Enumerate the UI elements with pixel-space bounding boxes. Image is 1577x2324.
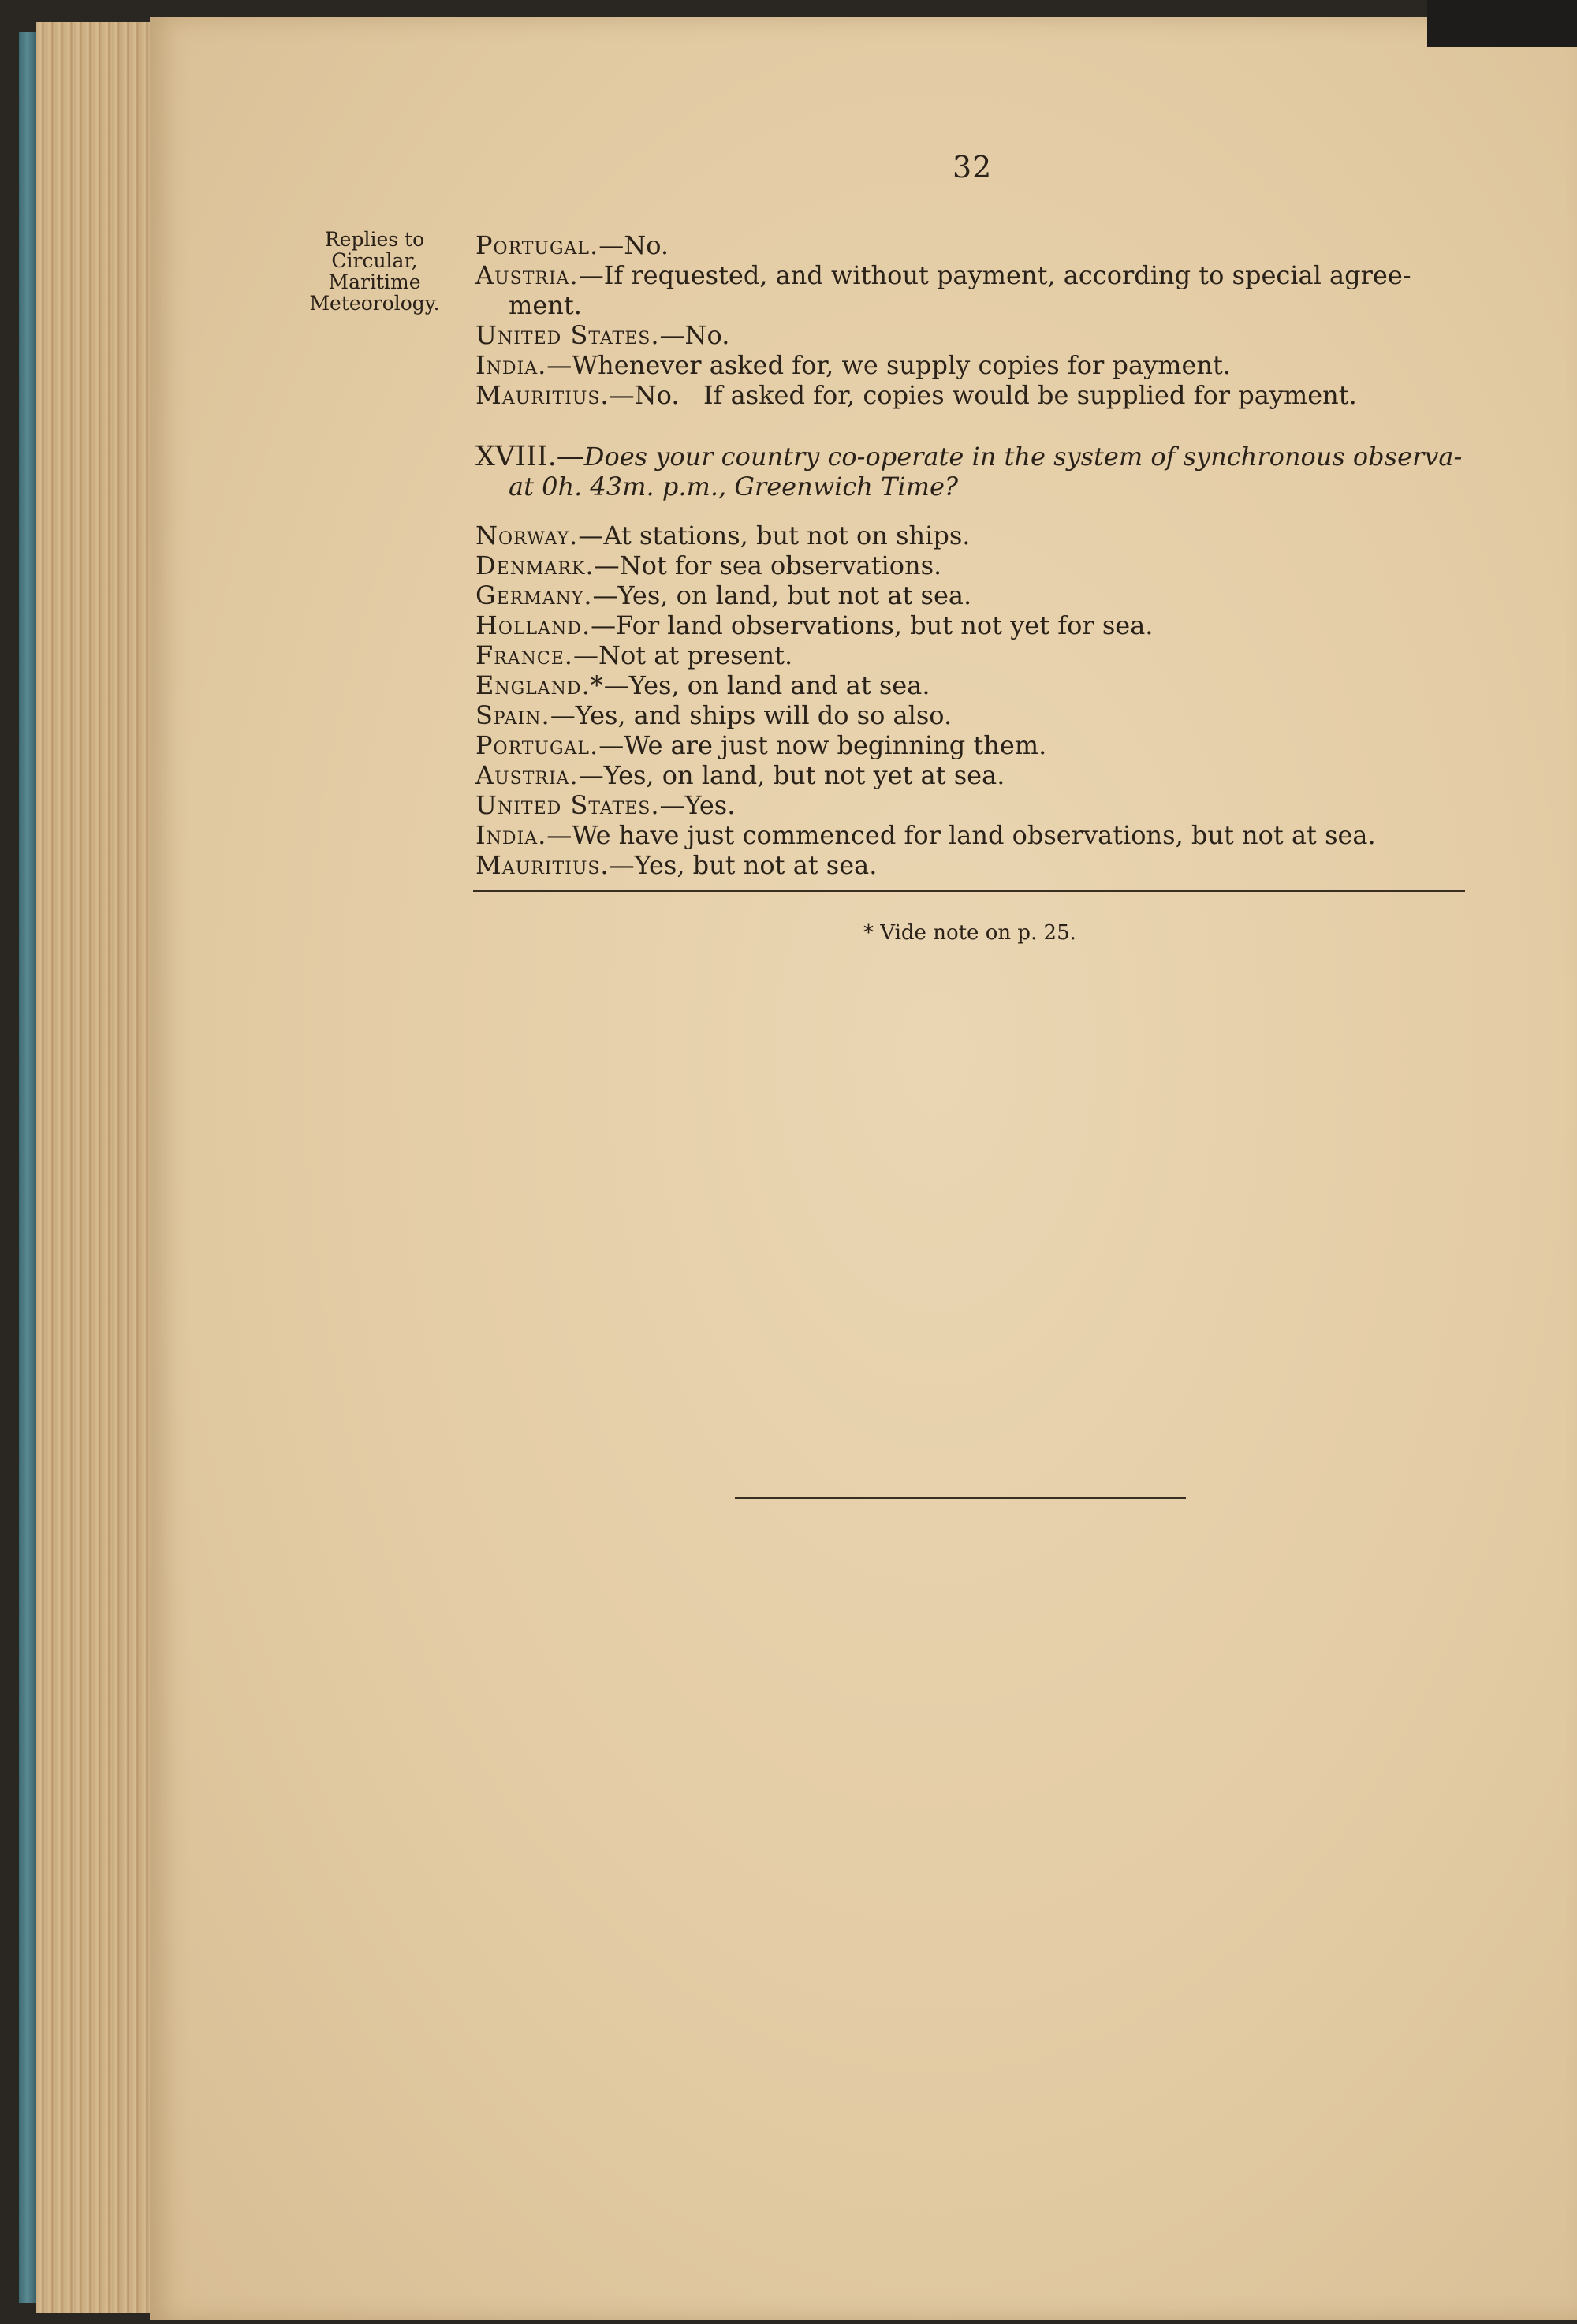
book-spine-edge (19, 32, 36, 2303)
answer-text: —If requested, and without payment, according to special agree- (578, 260, 1411, 290)
question-text-continuation: at 0h. 43m. p.m., Greenwich Time? (509, 472, 959, 502)
question-number: XVIII.— (475, 441, 584, 472)
answer-text: —No. (659, 320, 730, 350)
answer-line (475, 320, 1461, 350)
country-name: Portugal. (475, 230, 599, 260)
end-rule (735, 1497, 1186, 1499)
question-text: Does your country co-operate in the system of synchronous observa- (583, 442, 1463, 472)
country-name: Holland. (475, 610, 591, 640)
answer-line (475, 230, 1461, 260)
country-name: Germany. (475, 580, 593, 610)
answers-block-b (475, 520, 1461, 880)
page-number: 32 (953, 150, 993, 185)
country-name: Spain. (475, 700, 550, 730)
answer-line (475, 790, 1461, 820)
section-rule (473, 890, 1465, 892)
answer-line (475, 610, 1461, 640)
answer-text: —At stations, but not on ships. (578, 520, 971, 550)
country-name: France. (475, 640, 573, 670)
answer-text: —No. (598, 230, 669, 260)
answer-text: —We are just now beginning them. (598, 730, 1047, 760)
answer-line (475, 380, 1461, 410)
answer-line (475, 850, 1461, 880)
answer-text: —For land observations, but not yet for sea. (591, 610, 1154, 640)
answer-line (475, 520, 1461, 550)
answer-text: —Whenever asked for, we supply copies for payment. (546, 350, 1232, 380)
answer-line (475, 700, 1461, 730)
country-name: Mauritius. (475, 380, 610, 410)
question-block (475, 442, 1461, 502)
country-name: Denmark. (475, 550, 595, 580)
country-name: England.* (475, 670, 604, 700)
answer-text: —Yes, but not at sea. (609, 850, 878, 880)
answer-line (475, 350, 1461, 380)
answers-block-a (475, 230, 1461, 410)
answer-line (475, 820, 1461, 850)
footnote: * Vide note on p. 25. (863, 921, 1076, 945)
question-line (475, 442, 1461, 472)
answer-line (475, 580, 1461, 610)
country-name: Norway. (475, 520, 579, 550)
answer-text: —Yes, and ships will do so also. (550, 700, 953, 730)
country-name: United States. (475, 790, 660, 820)
answer-text: —Yes, on land, but not yet at sea. (578, 760, 1005, 790)
country-name: India. (475, 350, 547, 380)
answer-continuation: ment. (509, 290, 582, 320)
answer-line (475, 260, 1461, 290)
answer-line (475, 640, 1461, 670)
answer-text: —Not at present. (572, 640, 793, 670)
page-stack-edge (36, 22, 155, 2313)
country-name: United States. (475, 320, 660, 350)
answer-text: —Yes. (659, 790, 736, 820)
country-name: Mauritius. (475, 850, 610, 880)
answer-line (475, 730, 1461, 760)
country-name: India. (475, 820, 547, 850)
answer-text: —We have just commenced for land observations, but not at sea. (546, 820, 1376, 850)
answer-text: —Yes, on land and at sea. (603, 670, 930, 700)
answer-line (475, 550, 1461, 580)
answer-text: —Not for sea observations. (594, 550, 942, 580)
scan-background-corner (1427, 0, 1577, 47)
country-name: Austria. (475, 760, 579, 790)
answer-text: —Yes, on land, but not at sea. (592, 580, 972, 610)
answer-line (475, 760, 1461, 790)
answer-line (475, 670, 1461, 700)
country-name: Portugal. (475, 730, 599, 760)
margin-note: Replies to Circular, Maritime Meteorology. (309, 228, 440, 315)
country-name: Austria. (475, 260, 579, 290)
answer-text: —No. If asked for, copies would be supplied for payment. (609, 380, 1357, 410)
